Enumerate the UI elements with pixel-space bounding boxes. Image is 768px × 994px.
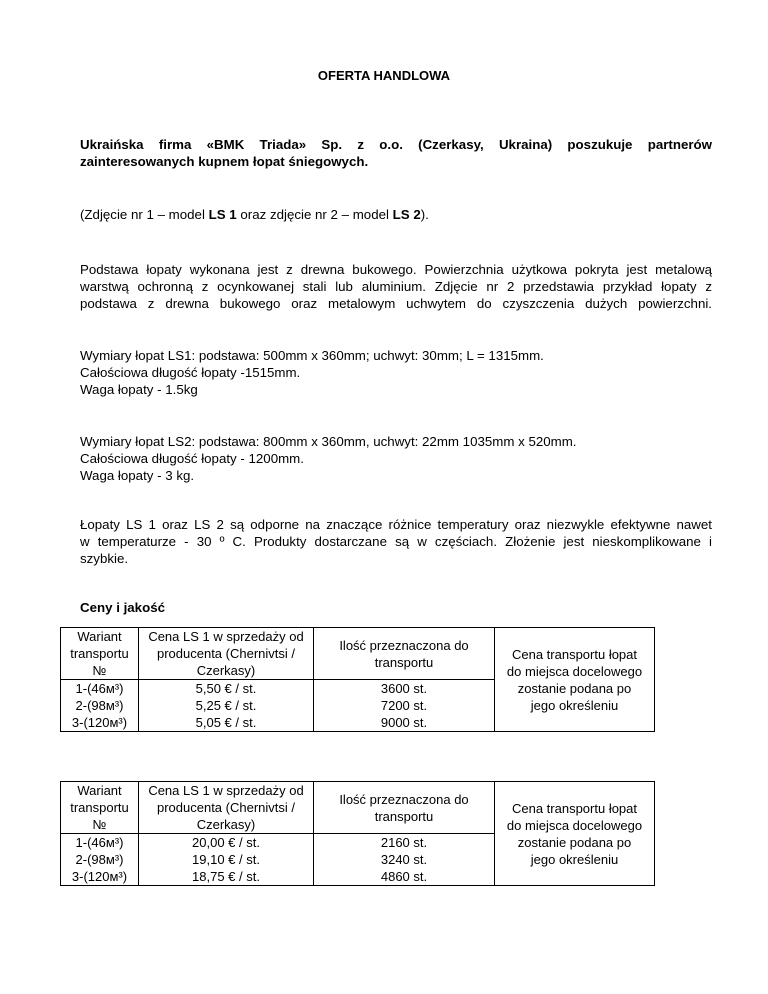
pricing-table-2: [60, 781, 655, 886]
description-line-3: podstawa z drewna bukowego oraz metalowym uchwytem do czyszczenia dużych powierzchni.: [80, 296, 712, 311]
table-header-row: [61, 628, 655, 680]
ls2-specs: [80, 433, 712, 484]
resistance-line-3: szybkie.: [80, 551, 129, 566]
ls1-dimensions: Wymiary łopat LS1: podstawa: 500mm x 360mm; uchwyt: 30mm; L = 1315mm.: [80, 348, 544, 363]
header-price: Cena LS 1 w sprzedaży od producenta (Chernivtsi / Czerkasy): [139, 628, 314, 680]
photo-note: [80, 206, 712, 223]
intro-paragraph: [80, 136, 712, 170]
ls1-total-length: Całościowa długość łopaty -1515mm.: [80, 365, 301, 380]
photo-note-prefix: (Zdjęcie nr 1 – model: [80, 207, 209, 222]
resistance-paragraph: [80, 516, 712, 567]
resistance-line-1: Łopaty LS 1 oraz LS 2 są odporne na znaczące różnice temperatury oraz niezwykle efektywne nawet: [80, 517, 712, 532]
variant-cell: 1-(46м³) 2-(98м³) 3-(120м³): [61, 834, 139, 886]
intro-line-1: Ukraińska firma «BMK Triada» Sp. z o.o. (Czerkasy, Ukraina) poszukuje partnerów: [80, 137, 712, 152]
price-cell: 20,00 € / st. 19,10 € / st. 18,75 € / st.: [139, 834, 314, 886]
ls1-specs: [80, 347, 712, 398]
ls1-weight: Waga łopaty - 1.5kg: [80, 382, 198, 397]
ls2-weight: Waga łopaty - 3 kg.: [80, 468, 195, 483]
ls2-dimensions: Wymiary łopat LS2: podstawa: 800mm x 360mm, uchwyt: 22mm 1035mm x 520mm.: [80, 434, 577, 449]
description-line-2: warstwą ochronną z ocynkowanej stali lub aluminium. Zdjęcie nr 2 przedstawia przykład łopaty z: [80, 279, 712, 294]
header-price: Cena LS 1 w sprzedaży od producenta (Chernivtsi / Czerkasy): [139, 782, 314, 834]
ls2-total-length: Całościowa długość łopaty - 1200mm.: [80, 451, 304, 466]
photo-note-model-1: LS 1: [208, 207, 237, 222]
intro-line-2: zainteresowanych kupnem łopat śniegowych.: [80, 154, 369, 169]
variant-cell: 1-(46м³) 2-(98м³) 3-(120м³): [61, 680, 139, 732]
resistance-line-2: w temperaturze - 30 º C. Produkty dostarczane są w częściach. Złożenie jest nieskomplikowane i: [80, 534, 712, 549]
header-quantity: Ilość przeznaczona do transportu: [314, 628, 495, 680]
quantity-cell: 3600 st. 7200 st. 9000 st.: [314, 680, 495, 732]
quantity-cell: 2160 st. 3240 st. 4860 st.: [314, 834, 495, 886]
price-cell: 5,50 € / st. 5,25 € / st. 5,05 € / st.: [139, 680, 314, 732]
table-header-row: [61, 782, 655, 834]
header-transport-cost: Cena transportu łopat do miejsca docelowego zostanie podana po jego określeniu: [495, 782, 655, 886]
pricing-table-1: [60, 627, 655, 732]
document-title: OFERTA HANDLOWA: [317, 68, 451, 83]
header-variant: Wariant transportu №: [61, 628, 139, 680]
description-paragraph: [80, 261, 712, 312]
header-transport-cost: Cena transportu łopat do miejsca docelowego zostanie podana po jego określeniu: [495, 628, 655, 732]
photo-note-model-2: LS 2: [392, 207, 421, 222]
section-title-prices: Ceny i jakość: [80, 600, 165, 615]
photo-note-middle: oraz zdjęcie nr 2 – model: [236, 207, 393, 222]
description-line-1: Podstawa łopaty wykonana jest z drewna bukowego. Powierzchnia użytkowa pokryta jest metalową: [80, 262, 712, 277]
photo-note-suffix: ).: [420, 207, 429, 222]
header-quantity: Ilość przeznaczona do transportu: [314, 782, 495, 834]
header-variant: Wariant transportu №: [61, 782, 139, 834]
